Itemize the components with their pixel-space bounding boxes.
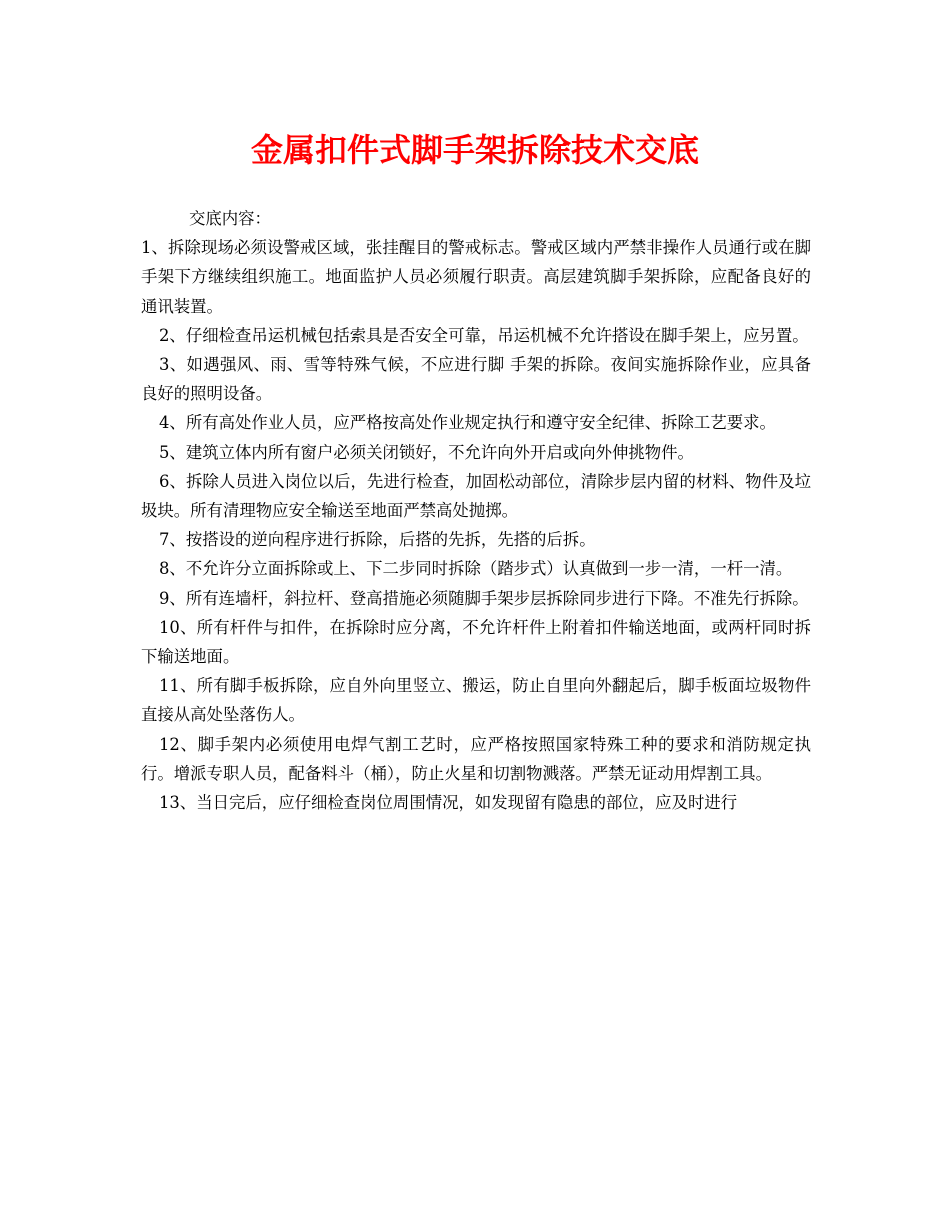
list-item: 7、按搭设的逆向程序进行拆除，后搭的先拆，先搭的后拆。 bbox=[159, 530, 596, 550]
list-item: 3、如遇强风、雨、雪等特殊气候，不应进行脚 手架的拆除。夜间实施拆除作业，应具备良好的照明设备。 bbox=[141, 355, 811, 404]
document-body bbox=[141, 204, 811, 817]
list-item: 10、所有杆件与扣件，在拆除时应分离，不允许杆件上附着扣件输送地面，或两杆同时拆下输送地面。 bbox=[141, 617, 811, 667]
list-item: 2、仔细检查吊运机械包括索具是否安全可靠，吊运机械不允许搭设在脚手架上，应另置。 bbox=[159, 325, 809, 345]
list-item: 8、不允许分立面拆除或上、下二步同时拆除（踏步式）认真做到一步一清，一杆一清。 bbox=[159, 559, 793, 579]
list-item: 11、所有脚手板拆除，应自外向里竖立、搬运，防止自里向外翻起后，脚手板面垃圾物件直接从高处坠落伤人。 bbox=[141, 676, 811, 725]
list-item: 6、拆除人员进入岗位以后，先进行检查，加固松动部位，清除步层内留的材料、物件及垃圾块。所有清理物应安全输送至地面严禁高处抛掷。 bbox=[141, 471, 811, 521]
list-item: 9、所有连墙杆，斜拉杆、登高措施必须随脚手架步层拆除同步进行下降。不准先行拆除。 bbox=[159, 588, 809, 608]
list-item: 5、建筑立体内所有窗户必须关闭锁好，不允许向外开启或向外伸挑物件。 bbox=[159, 442, 694, 462]
document-title: 金属扣件式脚手架拆除技术交底 bbox=[250, 131, 699, 169]
list-item: 4、所有高处作业人员，应严格按高处作业规定执行和遵守安全纪律、拆除工艺要求。 bbox=[159, 413, 776, 433]
list-item: 12、脚手架内必须使用电焊气割工艺时，应严格按照国家特殊工种的要求和消防规定执行。增派专职人员，配备料斗（桶），防止火星和切割物溅落。严禁无证动用焊割工具。 bbox=[141, 734, 811, 783]
list-item: 1、拆除现场必须设警戒区域，张挂醒目的警戒标志。警戒区域内严禁非操作人员通行或在脚 手架下方继续组织施工。地面监护人员必须履行职责。高层建筑脚手架拆除，应配备良好的通讯装置。 bbox=[141, 238, 811, 316]
list-item: 13、当日完后，应仔细检查岗位周围情况，如发现留有隐患的部位，应及时进行 bbox=[159, 793, 738, 813]
intro-label: 交底内容： bbox=[189, 209, 271, 228]
